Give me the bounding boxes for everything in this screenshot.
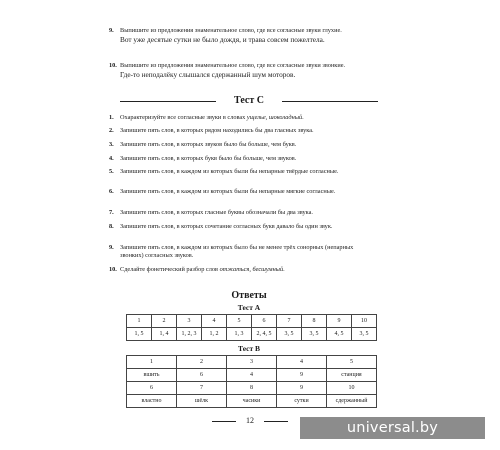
table-cell: 6 [177,369,227,382]
page-number-text: 12 [246,416,254,425]
table-row [127,315,377,328]
table-cell: 1 [127,356,177,369]
question-text: Запишите пять слов, в каждом из которых было бы не менее трёх сонорных (непарных звонких) согласных звуков. [120,244,354,260]
table-row [127,395,377,408]
heading-rule-left [120,101,216,102]
table-cell: 4, 5 [327,328,352,341]
test-c-question-1 [109,114,378,122]
test-c-title: Тест С [234,95,264,106]
question-text: Запишите пять слов, в каждом из которых были бы непарные твёрдые согласные. [120,168,339,175]
table-cell: 2 [152,315,177,328]
question-words: ущелье, шоколадный [246,114,303,121]
question-number: 4. [109,155,114,162]
table-cell: 6 [127,382,177,395]
table-cell: властно [127,395,177,408]
watermark-badge: universal.by [300,417,485,439]
answers-title: Ответы [231,290,267,301]
test-c-heading [120,95,378,107]
table-cell: 6 [252,315,277,328]
table-cell: 7 [277,315,302,328]
question-number: 6. [109,188,114,195]
table-cell: вшить [127,369,177,382]
table-row [127,382,377,395]
test-a-title: Тест А [237,303,261,312]
table-cell: 3 [177,315,202,328]
table-cell: 2 [177,356,227,369]
test-c-question-8 [109,223,378,231]
question-9 [109,27,378,45]
question-text: Запишите пять слов, в которых букв было бы больше, чем звуков. [120,155,297,162]
question-number: 3. [109,141,114,148]
test-c-question-9 [109,244,378,261]
question-text: Запишите пять слов, в которых рядом находились бы два гласных звука. [120,127,314,134]
test-b-title: Тест В [237,344,261,353]
question-text: Сделайте фонетический разбор слов [120,266,220,273]
test-c-question-10 [109,266,378,274]
test-c-question-2 [109,127,378,135]
test-a-answer-table [126,314,377,341]
question-number: 2. [109,127,114,134]
table-row [127,356,377,369]
question-10 [109,62,378,80]
question-text: Охарактеризуйте все согласные звуки в словах [120,114,247,121]
table-cell: 4 [277,356,327,369]
page-number-dash-right [264,421,288,422]
table-cell: 5 [227,315,252,328]
test-b-answer-table [126,355,377,408]
table-cell: 4 [227,369,277,382]
table-cell: 3 [227,356,277,369]
test-c-question-3 [109,141,378,149]
question-text: Запишите пять слов, в которых звуков было бы больше, чем букв. [120,141,297,148]
table-cell: станция [327,369,377,382]
question-number: 1. [109,114,114,121]
table-cell: 7 [177,382,227,395]
table-cell: 1, 5 [127,328,152,341]
question-number: 10. [109,62,117,69]
question-text: Запишите пять слов, в каждом из которых были бы непарные мягкие согласные. [120,188,336,195]
question-text: Запишите пять слов, в которых гласные буквы обозначали бы два звука. [120,209,314,216]
table-cell: 3, 5 [302,328,327,341]
table-cell: сдержанный [327,395,377,408]
table-cell: 1, 2 [202,328,227,341]
question-number: 10. [109,266,117,273]
question-number: 9. [109,244,114,251]
table-cell: 9 [327,315,352,328]
table-cell: шёлк [177,395,227,408]
table-cell: 5 [327,356,377,369]
table-cell: сутки [277,395,327,408]
test-c-question-7 [109,209,378,217]
example-sentence: Вот уже десятые сутки не было дождя, и трава совсем пожелтела. [120,35,325,45]
question-text: Запишите пять слов, в которых сочетание согласных букв давало бы один звук. [120,223,333,230]
test-c-question-6 [109,188,378,196]
table-cell: 3, 5 [352,328,377,341]
table-cell: 10 [352,315,377,328]
page-number [200,415,300,427]
question-number: 7. [109,209,114,216]
table-cell: 2, 4, 5 [252,328,277,341]
table-cell: 9 [277,382,327,395]
table-cell: 1, 4 [152,328,177,341]
table-cell: 10 [327,382,377,395]
page-number-dash-left [212,421,236,422]
test-c-question-5 [109,168,378,176]
table-cell: 9 [277,369,327,382]
table-row [127,328,377,341]
table-cell: 8 [302,315,327,328]
heading-rule-right [282,101,378,102]
question-words: отжаться, бесшумный [219,266,284,273]
table-cell: 8 [227,382,277,395]
question-number: 8. [109,223,114,230]
table-cell: часики [227,395,277,408]
table-cell: 4 [202,315,227,328]
table-cell: 1 [127,315,152,328]
question-text-end: . [302,114,304,121]
question-text: Выпишите из предложения знаменательное слово, где все согласные звуки звонкие. [120,62,346,69]
question-text-end: . [283,266,285,273]
question-number: 5. [109,168,114,175]
example-sentence: Где-то неподалёку слышался сдержанный шум моторов. [120,70,296,80]
question-number: 9. [109,27,114,34]
table-cell: 1, 2, 3 [177,328,202,341]
table-cell: 1, 3 [227,328,252,341]
table-row [127,369,377,382]
table-cell: 3, 5 [277,328,302,341]
test-c-question-4 [109,155,378,163]
question-text: Выпишите из предложения знаменательное слово, где все согласные звуки глухие. [120,27,342,34]
